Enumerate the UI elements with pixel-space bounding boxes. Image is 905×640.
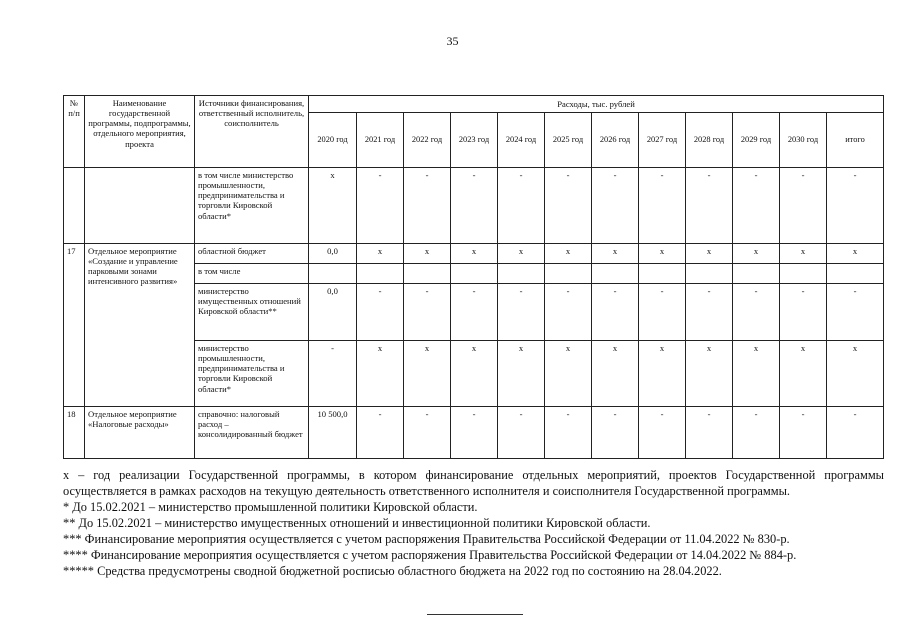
value-cell: -	[827, 284, 884, 341]
value-cell	[498, 264, 545, 284]
value-cell: -	[404, 284, 451, 341]
value-cell: -	[404, 407, 451, 459]
year-header: 2029 год	[733, 113, 780, 168]
year-header: 2026 год	[592, 113, 639, 168]
name-cell: Отдельное мероприятие «Налоговые расходы»	[85, 407, 195, 459]
value-cell: -	[780, 168, 827, 244]
value-cell: -	[686, 407, 733, 459]
header-name: Наименование государственной программы, подпрограммы, отдельного мероприятия, проекта	[85, 96, 195, 168]
value-cell: -	[451, 168, 498, 244]
value-cell: -	[639, 284, 686, 341]
value-cell: -	[639, 168, 686, 244]
budget-table	[63, 95, 884, 459]
value-cell: -	[451, 407, 498, 459]
value-cell	[780, 264, 827, 284]
header-row	[64, 96, 884, 113]
value-cell: -	[592, 284, 639, 341]
value-cell: x	[780, 341, 827, 407]
year-header: 2020 год	[309, 113, 357, 168]
value-cell: -	[639, 407, 686, 459]
table-row	[64, 244, 884, 264]
name-cell	[85, 168, 195, 244]
value-cell: -	[545, 168, 592, 244]
source-cell: областной бюджет	[195, 244, 309, 264]
value-cell: -	[733, 284, 780, 341]
value-cell: -	[733, 168, 780, 244]
table-row	[64, 407, 884, 459]
header-expenses: Расходы, тыс. рублей	[309, 96, 884, 113]
value-cell: -	[498, 284, 545, 341]
year-header: 2022 год	[404, 113, 451, 168]
year-header: 2028 год	[686, 113, 733, 168]
value-cell: -	[498, 168, 545, 244]
source-cell: в том числе	[195, 264, 309, 284]
value-cell: -	[451, 284, 498, 341]
value-cell	[639, 264, 686, 284]
value-cell: x	[357, 244, 404, 264]
value-cell: -	[357, 284, 404, 341]
value-cell: x	[827, 341, 884, 407]
value-cell: -	[827, 168, 884, 244]
num-cell: 17	[64, 244, 85, 407]
value-cell: x	[686, 341, 733, 407]
value-cell: -	[404, 168, 451, 244]
footnote-5: ***** Средства предусмотрены сводной бюджетной росписью областного бюджета на 2022 год по состоянию на 28.04.2022.	[63, 564, 722, 578]
value-cell: -	[686, 284, 733, 341]
value-cell: x	[686, 244, 733, 264]
year-header: 2027 год	[639, 113, 686, 168]
footnote-2: ** До 15.02.2021 – министерство имущественных отношений и инвестиционной политики Кировской области.	[63, 516, 651, 530]
value-cell: -	[357, 168, 404, 244]
year-header: 2023 год	[451, 113, 498, 168]
footer-divider	[427, 614, 523, 615]
value-cell: x	[639, 341, 686, 407]
year-header: 2025 год	[545, 113, 592, 168]
value-cell: x	[451, 341, 498, 407]
source-cell: справочно: налоговый расход – консолидированный бюджет	[195, 407, 309, 459]
value-cell: x	[545, 244, 592, 264]
value-cell	[686, 264, 733, 284]
value-cell: -	[780, 407, 827, 459]
value-cell: x	[404, 244, 451, 264]
value-cell: x	[498, 341, 545, 407]
footnote-x: x – год реализации Государственной программы, в котором финансирование отдельных мероприятий, проектов Государственной программы осуществляется в рамках расходов на текущую деятельность ответственного исполнителя и соисполнителя Государственной программы.	[63, 468, 884, 498]
year-header: 2021 год	[357, 113, 404, 168]
source-cell: в том числе министерство промышленности, предпринимательства и торговли Кировской области*	[195, 168, 309, 244]
value-cell: x	[404, 341, 451, 407]
value-cell: x	[309, 168, 357, 244]
footnote-3: *** Финансирование мероприятия осуществляется с учетом распоряжения Правительства Российской Федерации от 11.04.2022 № 830-р.	[63, 532, 790, 546]
source-cell: министерство промышленности, предпринимательства и торговли Кировской области*	[195, 341, 309, 407]
value-cell: x	[451, 244, 498, 264]
value-cell	[357, 264, 404, 284]
value-cell: x	[733, 244, 780, 264]
value-cell: -	[545, 284, 592, 341]
value-cell: -	[357, 407, 404, 459]
year-header: 2030 год	[780, 113, 827, 168]
value-cell: -	[827, 407, 884, 459]
footnote-1: * До 15.02.2021 – министерство промышленной политики Кировской области.	[63, 500, 478, 514]
footnote-4: **** Финансирование мероприятия осуществляется с учетом распоряжения Правительства Российской Федерации от 14.04.2022 № 884-р.	[63, 548, 797, 562]
value-cell: x	[639, 244, 686, 264]
year-header: итого	[827, 113, 884, 168]
num-cell	[64, 168, 85, 244]
header-num: № п/п	[64, 96, 85, 168]
year-header: 2024 год	[498, 113, 545, 168]
value-cell	[545, 264, 592, 284]
value-cell	[827, 264, 884, 284]
footnotes	[63, 467, 884, 579]
value-cell: -	[498, 407, 545, 459]
value-cell	[309, 264, 357, 284]
value-cell	[451, 264, 498, 284]
value-cell: x	[733, 341, 780, 407]
value-cell: -	[592, 407, 639, 459]
page-number: 35	[446, 34, 459, 48]
value-cell: x	[592, 244, 639, 264]
header-source: Источники финансирования, ответственный исполнитель, соисполнитель	[195, 96, 309, 168]
value-cell: 0,0	[309, 244, 357, 264]
source-cell: министерство имущественных отношений Кировской области**	[195, 284, 309, 341]
value-cell	[592, 264, 639, 284]
num-cell: 18	[64, 407, 85, 459]
value-cell: -	[592, 168, 639, 244]
value-cell: 0,0	[309, 284, 357, 341]
value-cell: x	[780, 244, 827, 264]
value-cell: -	[733, 407, 780, 459]
value-cell: x	[545, 341, 592, 407]
table-row	[64, 168, 884, 244]
value-cell: x	[357, 341, 404, 407]
value-cell: 10 500,0	[309, 407, 357, 459]
value-cell: x	[498, 244, 545, 264]
value-cell	[404, 264, 451, 284]
value-cell	[733, 264, 780, 284]
value-cell: -	[686, 168, 733, 244]
value-cell: -	[309, 341, 357, 407]
name-cell: Отдельное мероприятие «Создание и управление парковыми зонами интенсивного развития»	[85, 244, 195, 407]
value-cell: -	[545, 407, 592, 459]
value-cell: x	[827, 244, 884, 264]
value-cell: x	[592, 341, 639, 407]
value-cell: -	[780, 284, 827, 341]
